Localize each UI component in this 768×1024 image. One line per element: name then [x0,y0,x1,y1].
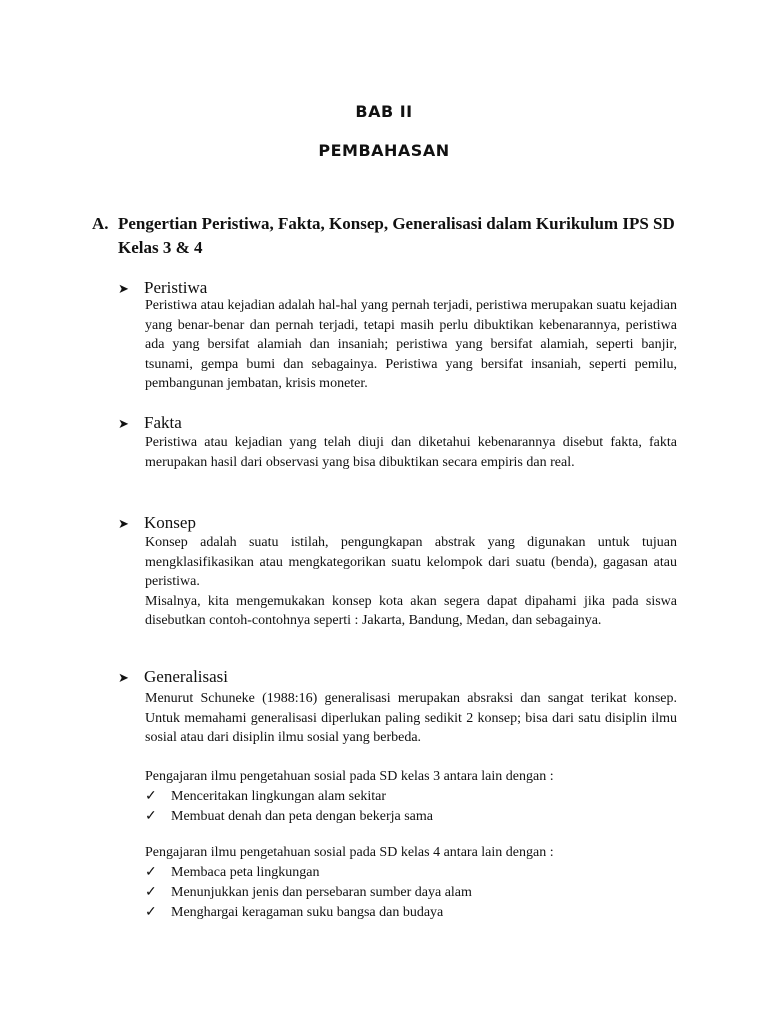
list-intro: Pengajaran ilmu pengetahuan sosial pada SD kelas 3 antara lain dengan : [145,769,554,784]
paragraph-generalisasi [145,689,677,748]
subheading-generalisasi: ➤ Generalisasi [118,666,228,689]
list-kelas-3 [145,767,677,827]
chapter-title: BAB II [355,102,413,121]
list-item: ✓ Menceritakan lingkungan alam sekitar [145,787,677,807]
list-kelas-4 [145,843,677,923]
paragraph-text: Misalnya, kita mengemukakan konsep kota akan segera dapat dipahami jika pada siswa disebutkan contoh-contohnya seperti : Jakarta, Bandung, Medan, dan sebagainya. [145,593,677,628]
arrowhead-bullet-icon: ➤ [118,281,129,296]
paragraph-peristiwa [145,296,677,394]
arrowhead-bullet-icon: ➤ [118,670,129,685]
subheading-fakta: ➤ Fakta [118,412,182,435]
list-item: ✓ Menunjukkan jenis dan persebaran sumber daya alam [145,883,677,903]
checkmark-icon: ✓ [145,865,157,880]
paragraph-text: Konsep adalah suatu istilah, pengungkapan abstrak yang digunakan untuk tujuan mengklasifikasikan atau mengkategorikan suatu kelompok dari suatu (benda), gagasan atau peristiwa. [145,535,677,589]
arrowhead-bullet-icon: ➤ [118,416,129,431]
checkmark-icon: ✓ [145,809,157,824]
paragraph-text: Menurut Schuneke (1988:16) generalisasi merupakan absraksi dan sangat terikat konsep. Untuk memahami generalisasi diperlukan paling sedikit 2 konsep; bisa dari satu disiplin ilmu sosial atau dari disiplin ilmu sosial yang berbeda. [145,691,677,745]
subheading-peristiwa: ➤ Peristiwa [118,277,207,300]
list-item: ✓ Membaca peta lingkungan [145,863,677,883]
section-title: PEMBAHASAN [318,141,450,160]
list-item: ✓ Menghargai keragaman suku bangsa dan budaya [145,903,677,923]
paragraph-text: Peristiwa atau kejadian yang telah diuji dan diketahui kebenarannya disebut fakta, fakta merupakan hasil dari observasi yang bisa dibuktikan secara empiris dan real. [145,435,677,470]
arrowhead-bullet-icon: ➤ [118,516,129,531]
heading-text: Pengertian Peristiwa, Fakta, Konsep, Generalisasi dalam Kurikulum IPS SD Kelas 3 & 4 [118,214,675,257]
subheading-konsep: ➤ Konsep [118,512,196,535]
paragraph-konsep [145,533,677,631]
paragraph-fakta [145,433,677,472]
paragraph-text: Peristiwa atau kejadian adalah hal-hal yang pernah terjadi, peristiwa merupakan suatu kejadian yang benar-benar dan pernah terjadi, tetapi masih perlu dibuktikan kebenarannya, peristiwa ada yang bersifat alamiah dan insaniah; peristiwa yang bersifat alamiah, seperti banjir, tsunami, gempa bumi dan sebagainya. Peristiwa yang bersifat insaniah, seperti pemilu, pembangunan jembatan, krisis moneter. [145,298,677,391]
heading-letter: A. [92,214,109,233]
checkmark-icon: ✓ [145,789,157,804]
checkmark-icon: ✓ [145,905,157,920]
list-item: ✓ Membuat denah dan peta dengan bekerja sama [145,807,677,827]
list-intro: Pengajaran ilmu pengetahuan sosial pada SD kelas 4 antara lain dengan : [145,845,554,860]
checkmark-icon: ✓ [145,885,157,900]
